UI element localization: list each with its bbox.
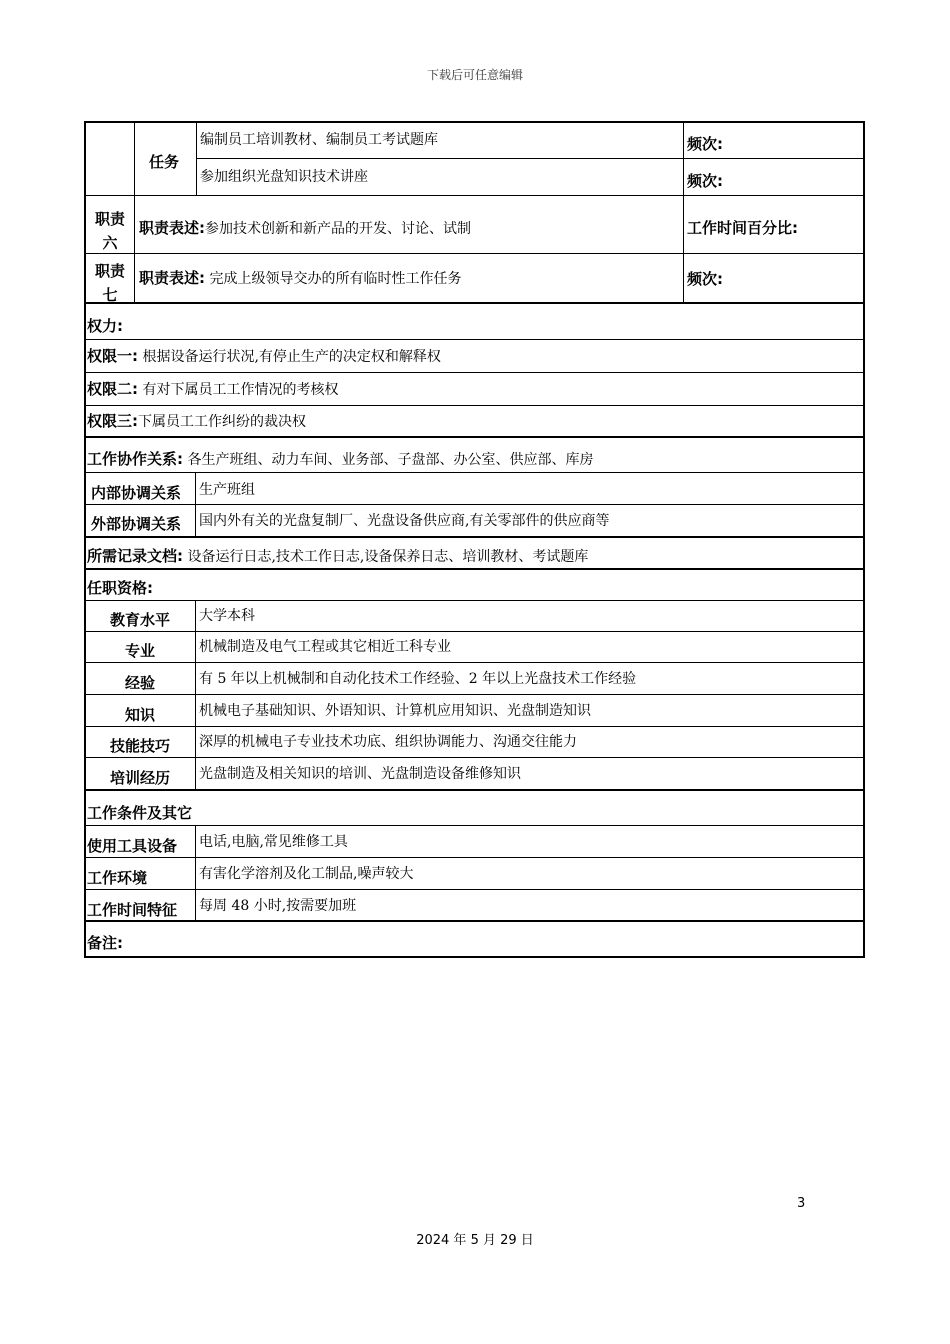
duty-6-desc: 参加技术创新和新产品的开发、讨论、试制 [205,221,471,237]
external-relations-label: 外部协调关系 [91,515,182,533]
task-1-frequency-label: 频次: [687,135,723,153]
task-label: 任务 [149,153,180,171]
training-label: 培训经历 [109,769,170,787]
work-hours-label: 工作时间特征 [87,901,178,919]
conditions-title: 工作条件及其它 [87,804,193,822]
environment-text: 有害化学溶剂及化工制品,噪声较大 [199,866,414,882]
qualifications-title: 任职资格: [87,579,153,597]
tools-label: 使用工具设备 [87,837,178,855]
footer-date: 2024 年 5 月 29 日 [416,1233,534,1248]
relations-title: 工作协作关系: [87,450,183,468]
skills-text: 深厚的机械电子专业技术功底、组织协调能力、沟通交往能力 [199,734,577,750]
duty-7-frequency-label: 频次: [687,270,723,288]
internal-relations-text: 生产班组 [199,482,255,498]
authority-1-label: 权限一: [87,347,138,365]
remarks-label: 备注: [87,934,123,952]
records-text: 设备运行日志,技术工作日志,设备保养日志、培训教材、考试题库 [183,549,589,565]
tools-text: 电话,电脑,常见维修工具 [199,834,348,850]
duty-7-desc: 完成上级领导交办的所有临时性工作任务 [205,271,462,287]
page-number: 3 [797,1196,806,1211]
authority-1-text: 根据设备运行状况,有停止生产的决定权和解释权 [138,349,441,365]
authority-2-label: 权限二: [87,380,138,398]
environment-label: 工作环境 [87,869,148,887]
education-text: 大学本科 [199,608,255,624]
records-label: 所需记录文档: [87,547,183,565]
skills-label: 技能技巧 [109,737,170,755]
duty-7-desc-label: 职责表述: [139,269,205,287]
duty-6-desc-label: 职责表述: [139,219,205,237]
authority-3-text: 下属员工工作纠纷的裁决权 [138,414,306,430]
major-label: 专业 [124,642,155,660]
duty-7-label: 职责 七 [94,262,125,304]
experience-label: 经验 [124,674,155,692]
internal-relations-label: 内部协调关系 [91,484,182,502]
external-relations-text: 国内外有关的光盘复制厂、光盘设备供应商,有关零部件的供应商等 [199,513,610,529]
authority-3-label: 权限三: [87,412,138,430]
knowledge-label: 知识 [124,706,155,724]
page-header: 下载后可任意编辑 [426,68,523,82]
authority-2-text: 有对下属员工工作情况的考核权 [138,382,339,398]
task-2-text: 参加组织光盘知识技术讲座 [200,169,368,185]
task-2-frequency-label: 频次: [687,172,723,190]
authority-title: 权力: [87,317,123,335]
education-label: 教育水平 [109,611,170,629]
training-text: 光盘制造及相关知识的培训、光盘制造设备维修知识 [199,766,521,782]
work-hours-text: 每周 48 小时,按需要加班 [199,898,357,914]
experience-text: 有 5 年以上机械制和自动化技术工作经验、2 年以上光盘技术工作经验 [199,671,637,687]
duty-6-label: 职责 六 [94,210,125,252]
duty-6-time-percent-label: 工作时间百分比: [687,219,798,237]
knowledge-text: 机械电子基础知识、外语知识、计算机应用知识、光盘制造知识 [199,703,591,719]
relations-text: 各生产班组、动力车间、业务部、子盘部、办公室、供应部、库房 [183,452,594,468]
major-text: 机械制造及电气工程或其它相近工科专业 [199,639,451,655]
task-1-text: 编制员工培训教材、编制员工考试题库 [200,132,438,148]
